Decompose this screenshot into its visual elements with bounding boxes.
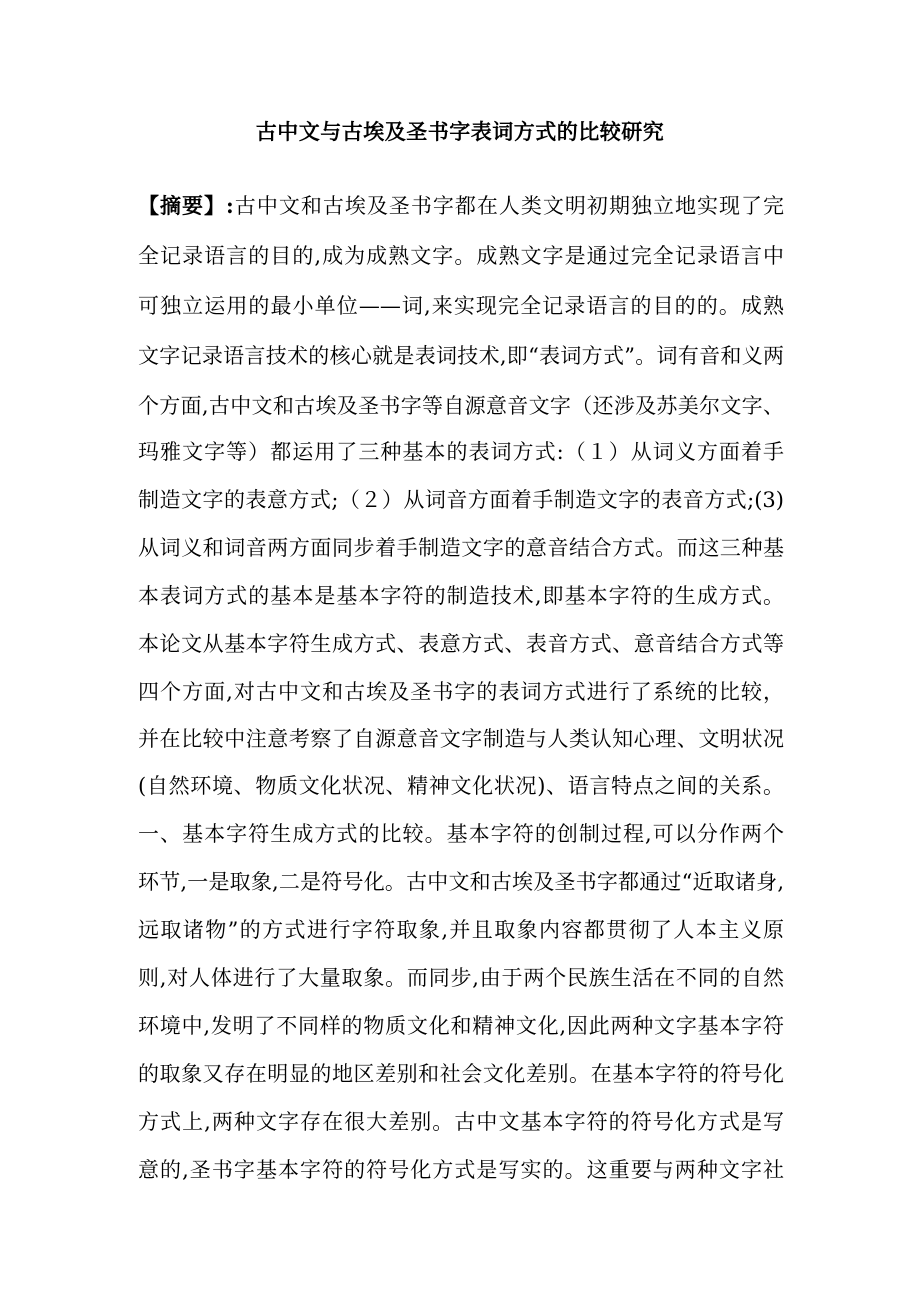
text-line: 意的,圣书字基本字符的符号化方式是写实的。这重要与两种文字社 (138, 1158, 784, 1182)
text-line: 方式上,两种文字存在很大差别。古中文基本字符的符号化方式是写 (138, 1110, 784, 1134)
text-line: 环节,一是取象,二是符号化。古中文和古埃及圣书字都通过“近取诸身, (138, 870, 784, 894)
text-line: 则,对人体进行了大量取象。而同步,由于两个民族生活在不同的自然 (138, 966, 784, 990)
text-line: 并在比较中注意考察了自源意音文字制造与人类认知心理、文明状况 (138, 727, 784, 751)
document-title: 古中文与古埃及圣书字表词方式的比较研究 (255, 119, 665, 144)
text-line: 从词义和词音两方面同步着手制造文字的意音结合方式。而这三种基 (138, 536, 784, 560)
text-line: 全记录语言的目的,成为成熟文字。成熟文字是通过完全记录语言中 (138, 244, 784, 268)
text-line: 本表词方式的基本是基本字符的制造技术,即基本字符的生成方式。 (138, 584, 784, 608)
text-line: (自然环境、物质文化状况、精神文化状况)、语言特点之间的关系。 (138, 774, 784, 798)
text-line: 本论文从基本字符生成方式、表意方式、表音方式、意音结合方式等 (138, 632, 784, 656)
text-line: 环境中,发明了不同样的物质文化和精神文化,因此两种文字基本字符 (138, 1014, 784, 1038)
text-line: 可独立运用的最小单位——词,来实现完全记录语言的目的的。成熟 (138, 294, 784, 318)
text-line: 玛雅文字等）都运用了三种基本的表词方式:（１）从词义方面着手 (138, 440, 784, 464)
text-line: 远取诸物”的方式进行字符取象,并且取象内容都贯彻了人本主义原 (138, 918, 784, 942)
text-line: 文字记录语言技术的核心就是表词技术,即“表词方式”。词有音和义两 (138, 344, 784, 368)
text-line: 古中文和古埃及圣书字都在人类文明初期独立地实现了完 (233, 194, 784, 218)
text-line: 一、基本字符生成方式的比较。基本字符的创制过程,可以分作两个 (138, 822, 784, 846)
abstract-label: 【摘要】: (138, 193, 234, 218)
text-line: 的取象又存在明显的地区差别和社会文化差别。在基本字符的符号化 (138, 1062, 784, 1086)
text-line: 四个方面,对古中文和古埃及圣书字的表词方式进行了系统的比较， (138, 680, 784, 704)
text-line: 个方面,古中文和古埃及圣书字等自源意音文字（还涉及苏美尔文字、 (138, 394, 784, 418)
text-line: 制造文字的表意方式;（２）从词音方面着手制造文字的表音方式;(3) (138, 488, 784, 512)
abstract-line-1 (138, 190, 784, 222)
